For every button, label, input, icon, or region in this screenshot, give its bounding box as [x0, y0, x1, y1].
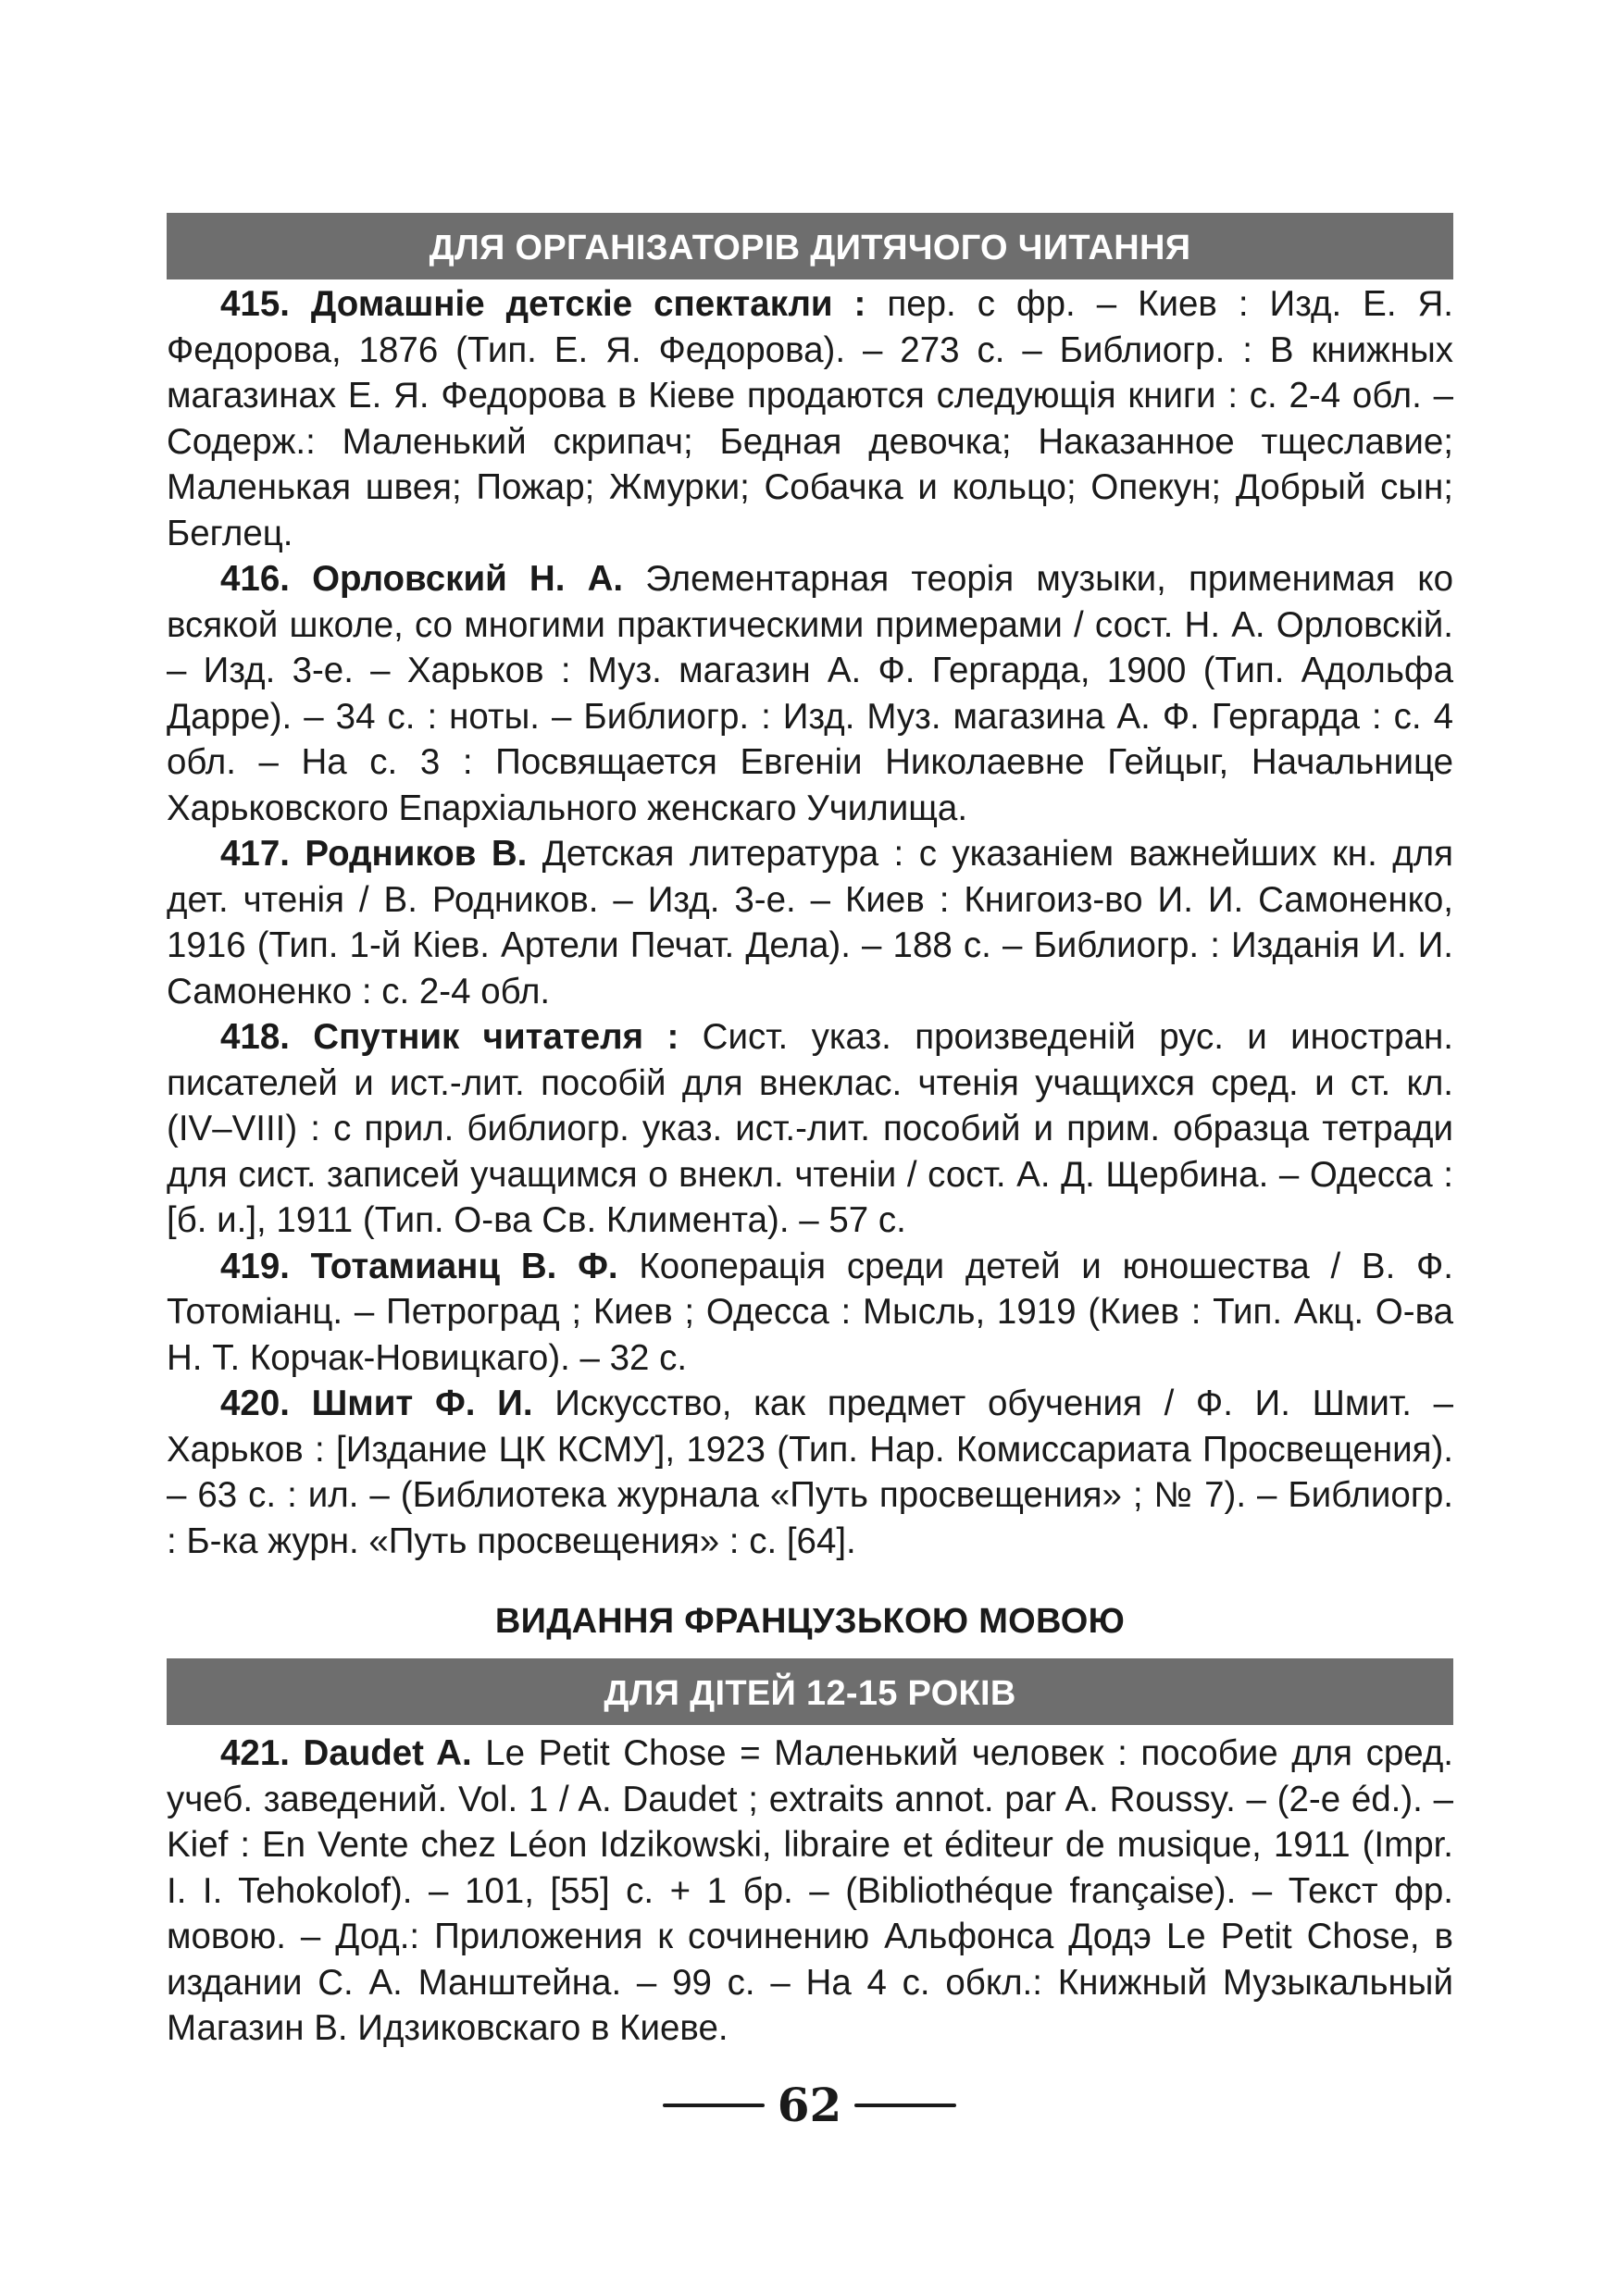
- section-header-age-12-15: ДЛЯ ДІТЕЙ 12-15 РОКІВ: [167, 1658, 1453, 1725]
- entry-421: [167, 1731, 1453, 2052]
- page-content: [167, 213, 1453, 2052]
- footer-rule-left: [663, 2104, 765, 2107]
- entry-417: [167, 831, 1453, 1014]
- page-footer: [0, 2078, 1619, 2133]
- heading-french-editions: ВИДАННЯ ФРАНЦУЗЬКОЮ МОВОЮ: [494, 1602, 1126, 1641]
- entry-body: Детская литература : с указаніем важнейших кн. для дет. чтенія / В. Родников. – Изд. 3-е. – Киев : Книгоиз-во И. И. Самоненко, 1916 (Тип. 1-й Кіев. Артели Печат. Дела). – 188 с. – Библиогр. : Изданія И. И. Самоненко : с. 2-4 обл.: [167, 834, 1453, 1011]
- entry-420: [167, 1381, 1453, 1564]
- entry-418: [167, 1014, 1453, 1244]
- entry-body: пер. с фр. – Киев : Изд. Е. Я. Федорова, 1876 (Тип. Е. Я. Федорова). – 273 с. – Библиогр. : В книжных магазинах Е. Я. Федорова в Кіеве продаются следующія книги : с. 2-4 обл. – Содерж.: Маленький скрипач; Бедная девочка; Наказанное тщеславие; Маленькая швея; Пожар; Жмурки; Собачка и кольцо; Опекун; Добрый сын; Беглец.: [167, 284, 1453, 553]
- section-header-organizers: ДЛЯ ОРГАНІЗАТОРІВ ДИТЯЧОГО ЧИТАННЯ: [167, 213, 1453, 279]
- entry-heading: 419. Тотамианц В. Ф.: [220, 1246, 618, 1286]
- entry-heading: 417. Родников В.: [220, 834, 528, 874]
- entry-heading: 418. Спутник читателя :: [220, 1017, 679, 1057]
- entry-heading: 420. Шмит Ф. И.: [220, 1384, 533, 1423]
- entry-body: Кооперація среди детей и юношества / В. Ф. Тотоміанц. – Петроград ; Киев ; Одесса : Мысль, 1919 (Киев : Тип. Акц. О-ва Н. Т. Корчак-Новицкаго). – 32 с.: [167, 1246, 1453, 1378]
- page-number: 62: [777, 2078, 842, 2132]
- entry-body: Элементарная теорія музыки, применимая ко всякой школе, со многими практическими примерами / сост. Н. А. Орловскій. – Изд. 3-е. – Харьков : Муз. магазин А. Ф. Гергарда, 1900 (Тип. Адольфа Дарре). – 34 с. : ноты. – Библиогр. : Изд. Муз. магазина А. Ф. Гергарда : с. 4 обл. – На с. 3 : Посвящается Евгеніи Николаевне Гейцыг, Начальнице Харьковского Епархіального женскаго Училища.: [167, 559, 1453, 828]
- footer-rule-right: [854, 2104, 956, 2107]
- entry-heading: 421. Daudet A.: [220, 1733, 472, 1773]
- entry-415: [167, 281, 1453, 556]
- entry-419: [167, 1244, 1453, 1382]
- entry-body: Сист. указ. произведеній рус. и иностран. писателей и ист.-лит. пособій для внеклас. чтенія учащихся сред. и ст. кл. (IV–VIII) : с прил. библиогр. указ. ист.-лит. пособий и прим. образца тетради для сист. записей учащимся о внекл. чтеніи / сост. А. Д. Щербина. – Одесса : [б. и.], 1911 (Тип. О-ва Св. Климента). – 57 с.: [167, 1017, 1453, 1240]
- entry-heading: 415. Домашніе детскіе спектакли :: [220, 284, 866, 324]
- entry-body: Le Petit Chose = Маленький человек : пособие для сред. учеб. заведений. Vol. 1 / A. Daudet ; extraits annot. par A. Roussy. – (2-e éd.). – Kief : En Vente chez Léon Idzikowski, libraire et éditeur de musique, 1911 (Impr. I. I. Tehokolof). – 101, [55] с. + 1 бр. – (Bibliothéque française). – Текст фр. мовою. – Дод.: Приложения к сочинению Альфонса Додэ Le Petit Chose, в издании С. А. Манштейна. – 99 с. – На 4 с. обкл.: Книжный Музыкальный Магазин В. Идзиковскаго в Киеве.: [167, 1733, 1453, 2048]
- entry-heading: 416. Орловский Н. А.: [220, 559, 624, 599]
- entry-416: [167, 556, 1453, 831]
- entry-body: Искусство, как предмет обучения / Ф. И. Шмит. – Харьков : [Издание ЦК КСМУ], 1923 (Тип. Нар. Комиссариата Просвещения). – 63 с. : ил. – (Библиотека журнала «Путь просвещения» ; № 7). – Библиогр. : Б-ка журн. «Путь просвещения» : с. [64].: [167, 1384, 1453, 1561]
